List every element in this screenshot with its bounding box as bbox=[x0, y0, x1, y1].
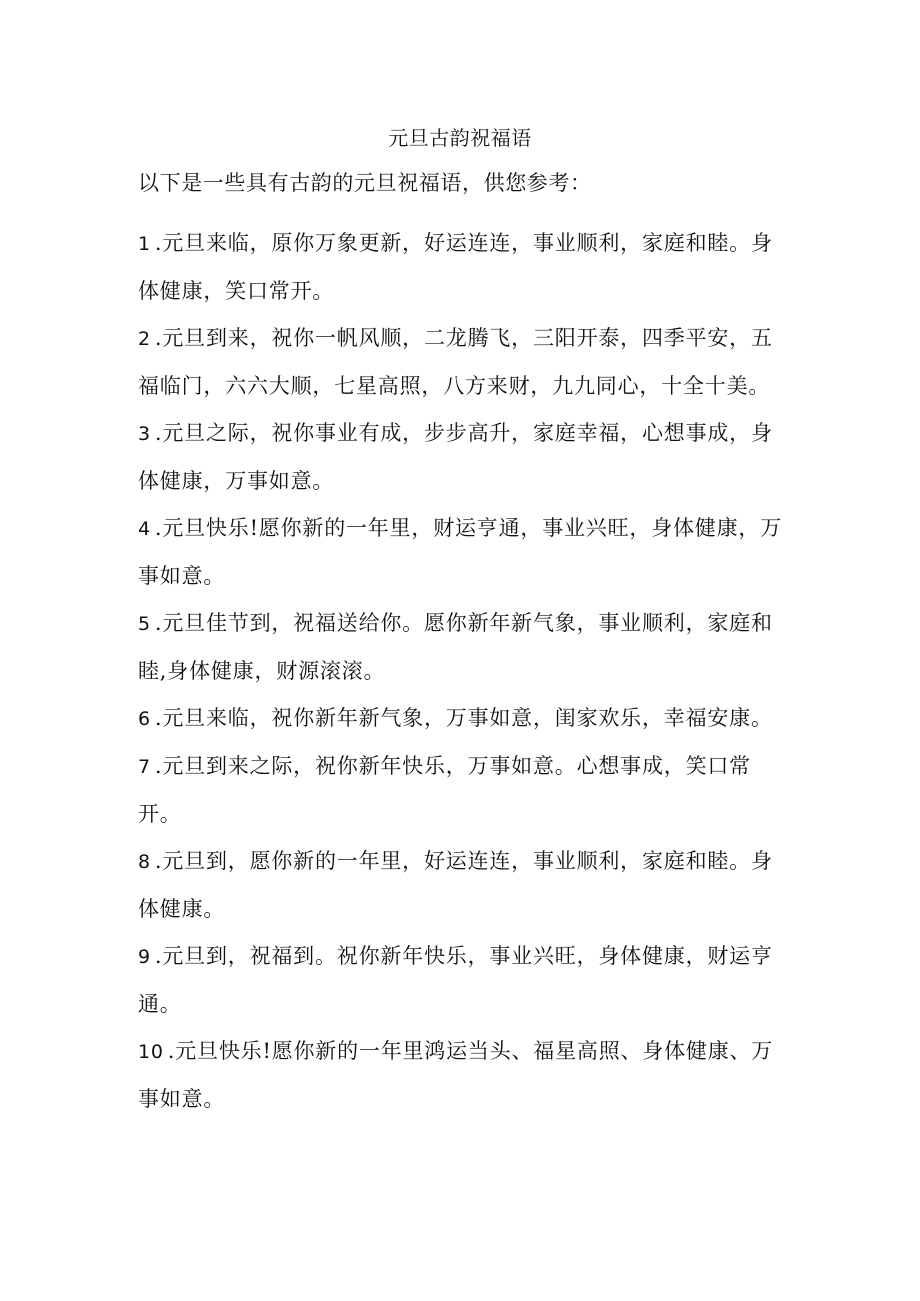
list-item bbox=[138, 695, 788, 743]
item-text: .元旦到来之际，祝你新年快乐，万事如意。心想事成，笑口常开。 bbox=[138, 754, 751, 826]
item-text: .元旦来临，祝你新年新气象，万事如意，闺家欢乐，幸福安康。 bbox=[154, 706, 773, 730]
item-text: .元旦到，愿你新的一年里，好运连连，事业顺利，家庭和睦。身体健康。 bbox=[138, 849, 773, 921]
item-text: .元旦到来，祝你一帆风顺，二龙腾飞，三阳开泰，四季平安，五福临门，六六大顺，七星高照，八方来财，九九同心，十全十美。 bbox=[138, 326, 773, 398]
item-text: .元旦快乐!愿你新的一年里，财运亨通，事业兴旺，身体健康，万事如意。 bbox=[138, 516, 783, 588]
list-item bbox=[138, 1028, 788, 1123]
item-text: .元旦之际，祝你事业有成，步步高升，家庭幸福，心想事成，身体健康，万事如意。 bbox=[138, 421, 773, 493]
list-item bbox=[138, 933, 788, 1028]
item-number: 1 bbox=[138, 233, 151, 255]
item-number: 3 bbox=[138, 423, 151, 445]
item-number: 8 bbox=[138, 851, 151, 873]
item-number: 5 bbox=[138, 613, 151, 635]
item-text: .元旦到，祝福到。祝你新年快乐，事业兴旺，身体健康，财运亨通。 bbox=[138, 944, 773, 1016]
item-number: 6 bbox=[138, 708, 151, 730]
list-item bbox=[138, 410, 788, 505]
list-item bbox=[138, 220, 788, 315]
list-item bbox=[138, 315, 788, 410]
blessing-list bbox=[138, 220, 788, 1123]
item-number: 4 bbox=[138, 518, 151, 540]
item-number: 10 bbox=[138, 1041, 164, 1063]
item-number: 9 bbox=[138, 946, 151, 968]
list-item bbox=[138, 505, 788, 600]
document-title: 元旦古韵祝福语 bbox=[388, 126, 532, 150]
item-text: .元旦来临，原你万象更新，好运连连，事业顺利，家庭和睦。身体健康，笑口常开。 bbox=[138, 231, 773, 303]
item-text: .元旦佳节到，祝福送给你。愿你新年新气象，事业顺利，家庭和睦,身体健康，财源滚滚。 bbox=[138, 611, 773, 683]
item-number: 7 bbox=[138, 756, 151, 778]
list-item bbox=[138, 600, 788, 695]
item-text: .元旦快乐!愿你新的一年里鸿运当头、福星高照、身体健康、万事如意。 bbox=[138, 1039, 774, 1111]
intro-paragraph: 以下是一些具有古韵的元旦祝福语，供您参考： bbox=[138, 171, 592, 195]
item-number: 2 bbox=[138, 328, 151, 350]
list-item bbox=[138, 743, 788, 838]
list-item bbox=[138, 838, 788, 933]
